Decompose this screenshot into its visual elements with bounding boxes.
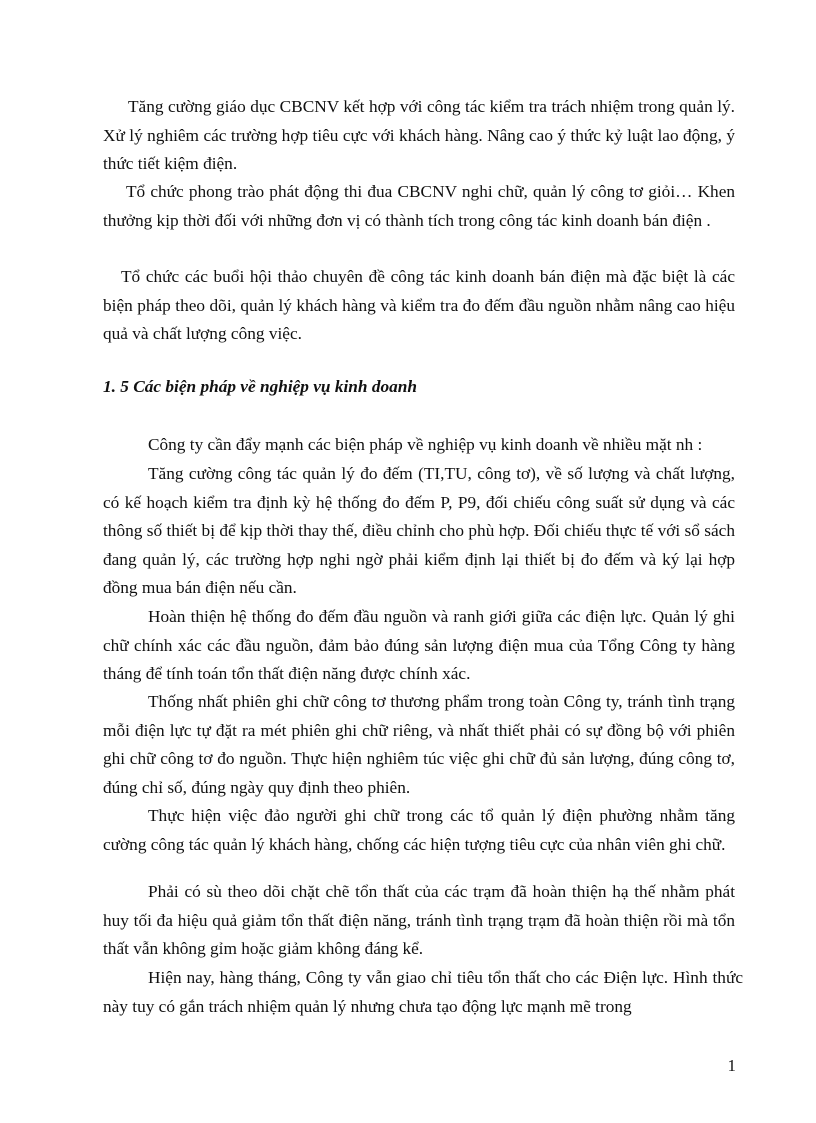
paragraph-loss-monitoring: Phải có sù theo dõi chặt chẽ tổn thất của các trạm đã hoàn thiện hạ thế nhằm phát huy tối đa hiệu quả giảm tổn thất điện năng, tránh tình trạng trạm đã hoàn thiện rồi mà tổn thất vẫn không gỉm hoặc giảm không đáng kể.	[103, 882, 735, 959]
paragraph-source-metering: Hoàn thiện hệ thống đo đếm đầu nguồn và ranh giới giữa các điện lực. Quản lý ghi chữ chính xác các đầu nguồn, đảm bảo đúng sản lượng điện mua của Tổng Công ty hàng tháng để tính toán tổn thất điện năng được chính xác.	[103, 607, 735, 684]
paragraph-loss-targets: Hiện nay, hàng tháng, Công ty vẫn giao chỉ tiêu tổn thất cho các Điện lực. Hình thức này tuy có gắn trách nhiệm quản lý nhưng chưa tạo động lực mạnh mẽ trong	[103, 968, 743, 1016]
section-heading: 1. 5 Các biện pháp về nghiệp vụ kinh doanh	[103, 377, 417, 396]
paragraph-reading-schedule: Thống nhất phiên ghi chữ công tơ thương phẩm trong toàn Công ty, tránh tình trạng mỗi điện lực tự đặt ra mét phiên ghi chữ riêng, và nhất thiết phải có sự đồng bộ với phiên ghi chữ công tơ đo nguồn. Thực hiện nghiêm túc việc ghi chữ đủ sản lượng, đúng công tơ, đúng chỉ số, đúng ngày quy định theo phiên.	[103, 692, 735, 797]
paragraph-rotation: Thực hiện việc đảo người ghi chữ trong các tổ quản lý điện phường nhằm tăng cường công tác quản lý khách hàng, chống các hiện tượng tiêu cực của nhân viên ghi chữ.	[103, 806, 735, 854]
paragraph-competition: Tổ chức phong trào phát động thi đua CBCNV nghi chữ, quản lý công tơ giỏi… Khen thưởng kịp thời đối với những đơn vị có thành tích trong công tác kinh doanh bán điện .	[103, 182, 735, 230]
paragraph-intro: Công ty cần đẩy mạnh các biện pháp về nghiệp vụ kinh doanh về nhiều mặt nh :	[148, 435, 703, 454]
page-number: 1	[727, 1056, 736, 1075]
paragraph-metering: Tăng cường công tác quản lý đo đếm (TI,TU, công tơ), về số lượng và chất lượng, có kế hoạch kiểm tra định kỳ hệ thống đo đếm P, P9, đối chiếu công suất sử dụng và các thông số thiết bị để kịp thời thay thế, điều chỉnh cho phù hợp. Đối chiếu thực tế với sổ sách đang quản lý, các trường hợp nghi ngờ phải kiểm định lại thiết bị đo đếm và ký lại hợp đồng mua bán điện nếu cần.	[103, 464, 735, 598]
paragraph-education: Tăng cường giáo dục CBCNV kết hợp với công tác kiểm tra trách nhiệm trong quản lý. Xử lý nghiêm các trường hợp tiêu cực với khách hàng. Nâng cao ý thức kỷ luật lao động, ý thức tiết kiệm điện.	[103, 97, 735, 174]
paragraph-workshops: Tổ chức các buổi hội thảo chuyên đề công tác kinh doanh bán điện mà đặc biệt là các biện pháp theo dõi, quản lý khách hàng và kiểm tra đo đếm đầu nguồn nhằm nâng cao hiệu quả và chất lượng công việc.	[103, 267, 735, 344]
